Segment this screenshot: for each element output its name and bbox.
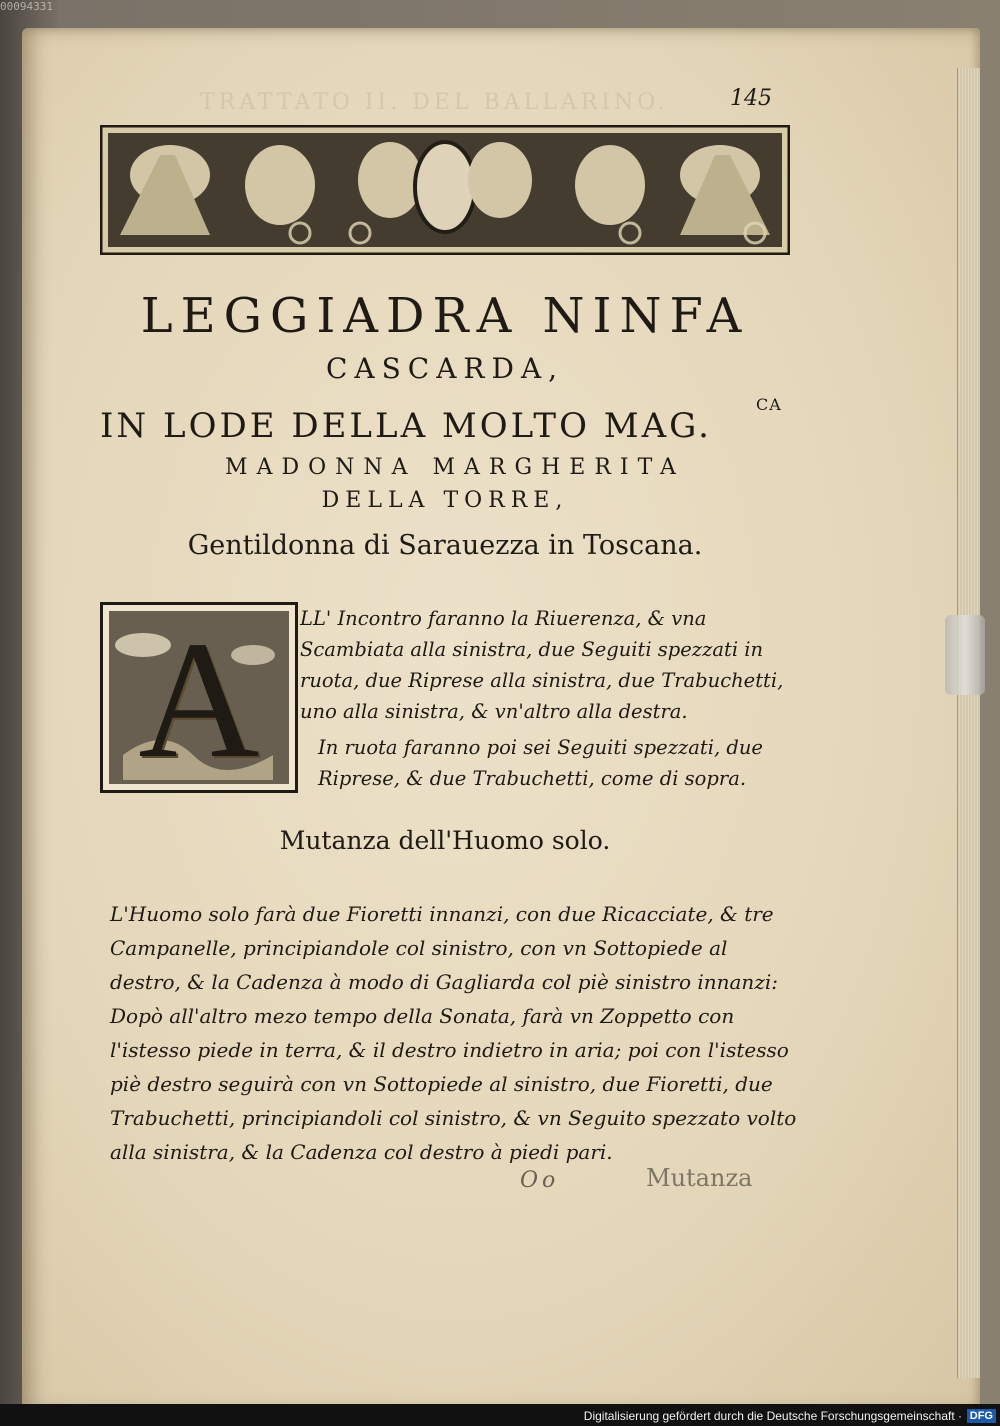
catchword: Mutanza [646, 1164, 753, 1192]
paragraph-3: L'Huomo solo farà due Fioretti innanzi, con due Ricacciate, & tre Campanelle, principiandole col sinistro, con vn Sottopiede al destro, & la Cadenza à modo di Gagliarda col piè sinistro innanzi: Dopò all'altro mezo tempo della Sonata, farà vn Zoppetto con l'istesso piede in terra, & il destro indietro in aria; poi con l'istesso piè destro seguirà con vn Sottopiede al sinistro, due Fioretti, due Trabuchetti, principiandoli col sinistro, & vn Seguito spezzato volto alla sinistra, & la Cadenza col destro à piedi pari. [110, 902, 797, 1164]
scan-id: 00094331 [0, 0, 53, 13]
section-heading: Mutanza dell'Huomo solo. [279, 826, 611, 855]
page-number: 145 [730, 86, 772, 111]
dedication-line: IN LODE DELLA MOLTO MAG. [100, 406, 712, 446]
bleed-through-text: TRATTATO II. DEL BALLARINO. [200, 90, 669, 115]
decorated-initial [100, 602, 298, 793]
dfg-logo: DFG [967, 1409, 996, 1423]
footer-credit: Digitalisierung gefördert durch die Deutsche Forschungsgemeinschaft · [583, 1409, 962, 1423]
woodcut-ornament-band [100, 125, 790, 255]
paragraph-1: LL' Incontro faranno la Riuerenza, & vna Scambiata alla sinistra, due Seguiti spezzati in ruota, due Riprese alla sinistra, due Trabuchetti, uno alla sinistra, & vn'altro alla destra. [300, 607, 784, 723]
page-edges [957, 68, 980, 1378]
dedicatee-name-line-2: DELLA TORRE, [321, 488, 569, 513]
page-clip [945, 615, 985, 695]
dedicatee-name-line-1: MADONNA MARGHERITA [225, 455, 685, 480]
signature-mark: Oo [520, 1168, 560, 1193]
dedication-superscript: CA [756, 395, 782, 414]
title-line-2: CASCARDA, [325, 352, 565, 385]
dedicatee-subtitle: Gentildonna di Sarauezza in Toscana. [187, 530, 703, 561]
title-line-1: LEGGIADRA NINFA [140, 288, 750, 344]
paragraph-2: In ruota faranno poi sei Seguiti spezzati, due Riprese, & due Trabuchetti, come di sopra. [318, 736, 763, 790]
initial-letter: A [138, 607, 260, 793]
footer-bar [0, 1404, 1000, 1426]
